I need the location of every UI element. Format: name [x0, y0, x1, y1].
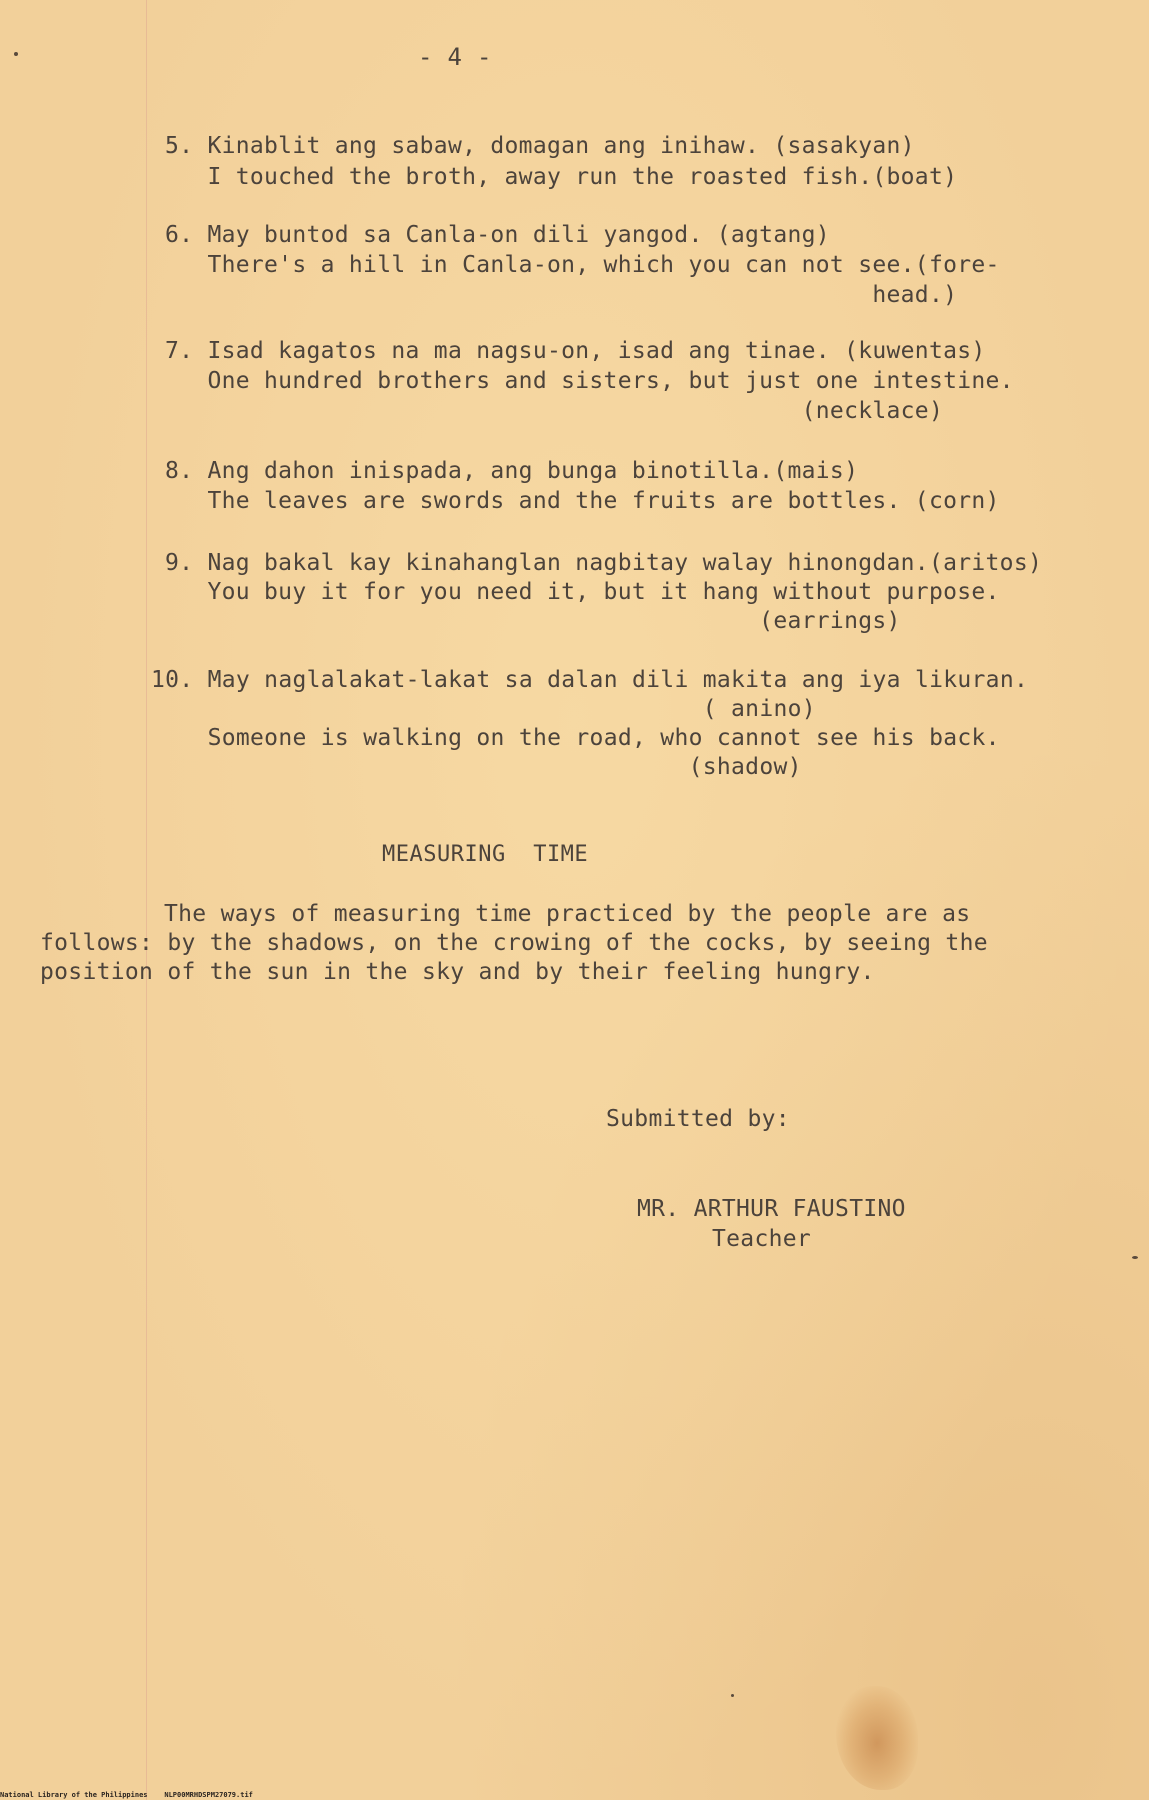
riddle-7-answer: (necklace): [165, 398, 944, 424]
riddle-8-native: 8. Ang dahon inispada, ang bunga binotilla.(mais): [165, 458, 859, 484]
riddle-6-native: 6. May buntod sa Canla-on dili yangod. (agtang): [165, 222, 830, 248]
footer-library: National Library of the Philippines: [0, 1791, 148, 1799]
footer-file-id: NLP00MRHDSPM27079.tif: [164, 1791, 253, 1799]
riddle-5-native: 5. Kinablit ang sabaw, domagan ang inihaw. (sasakyan): [165, 133, 915, 159]
riddle-10-native: 10. May naglalakat-lakat sa dalan dili makita ang iya likuran.: [151, 667, 1029, 693]
section-heading: MEASURING TIME: [382, 842, 589, 867]
section-paragraph: The ways of measuring time practiced by the people are as follows: by the shadows, on the crowing of the cocks, by seeing the position of the sun in the sky and by their feeling hungry.: [40, 901, 988, 985]
paper-speck: [14, 52, 18, 56]
scan-footer: [0, 1791, 253, 1800]
riddle-10-native-answer: ( anino): [151, 696, 816, 722]
author-name: MR. ARTHUR FAUSTINO: [637, 1196, 906, 1222]
riddle-9-native: 9. Nag bakal kay kinahanglan nagbitay walay hinongdan.(aritos): [165, 550, 1043, 576]
riddle-7-english: One hundred brothers and sisters, but just one intestine.: [165, 368, 1014, 394]
paper-stain: [836, 1686, 918, 1790]
author-title: Teacher: [712, 1226, 812, 1252]
riddle-10-english: Someone is walking on the road, who cannot see his back.: [151, 725, 1000, 751]
riddle-9-answer: (earrings): [165, 608, 901, 634]
submitted-by-label: Submitted by:: [606, 1106, 790, 1132]
paper-speck: [1132, 1256, 1138, 1259]
riddle-8-english: The leaves are swords and the fruits are bottles. (corn): [165, 488, 1000, 514]
paper-speck: [731, 1694, 734, 1697]
riddle-6-answer: head.): [165, 282, 958, 308]
riddle-10-answer: (shadow): [151, 754, 802, 780]
riddle-5-english: I touched the broth, away run the roasted fish.(boat): [165, 164, 958, 190]
riddle-9-english: You buy it for you need it, but it hang without purpose.: [165, 579, 1000, 605]
riddle-6-english: There's a hill in Canla-on, which you can not see.(fore-: [165, 252, 1000, 278]
riddle-7-native: 7. Isad kagatos na ma nagsu-on, isad ang tinae. (kuwentas): [165, 338, 986, 364]
page-number: - 4 -: [418, 43, 492, 71]
